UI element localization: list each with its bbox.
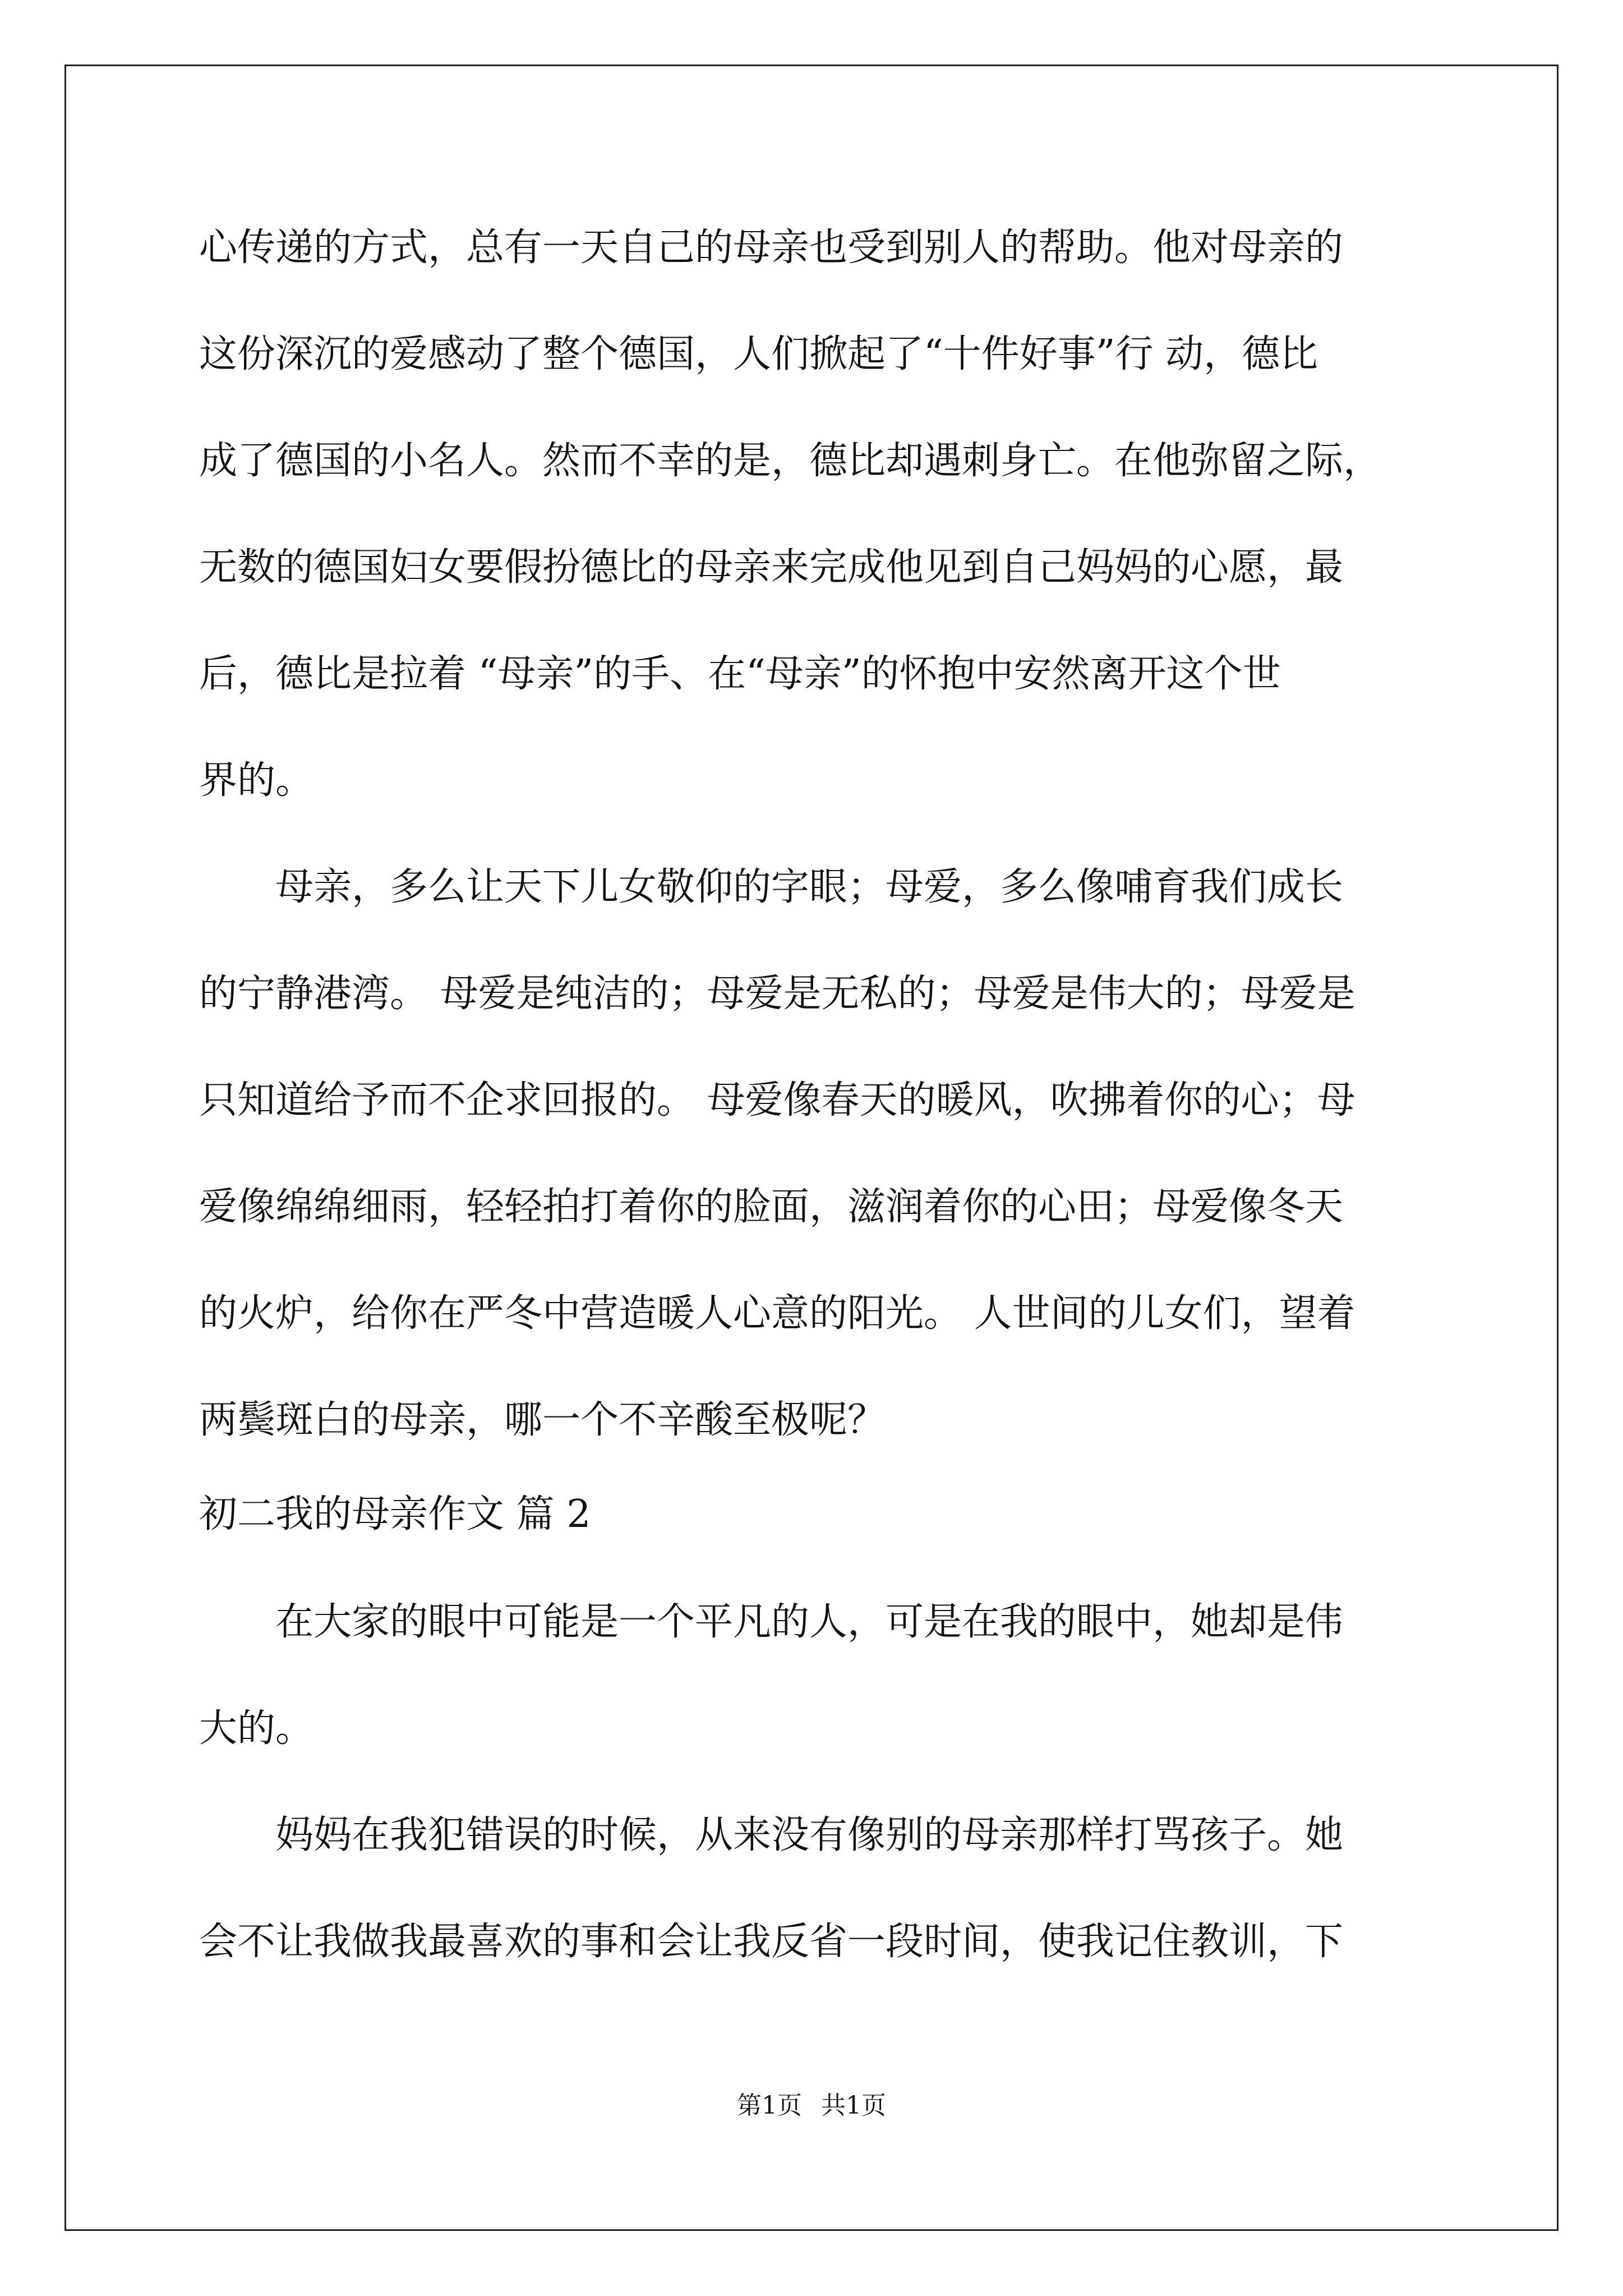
paragraph-line: 大的。 xyxy=(199,1706,314,1751)
page-footer xyxy=(0,2085,1623,2121)
section-heading: 初二我的母亲作文 篇 2 xyxy=(199,1492,591,1536)
page-border xyxy=(64,65,1559,2231)
paragraph-line: 无数的德国妇女要假扮德比的母亲来完成他见到自己妈妈的心愿，最 xyxy=(199,545,1344,590)
paragraph-line: 的宁静港湾。 母爱是纯洁的；母爱是无私的；母爱是伟大的；母爱是 xyxy=(199,972,1355,1016)
paragraph-line: 只知道给予而不企求回报的。 母爱像春天的暖风，吹拂着你的心；母 xyxy=(199,1078,1355,1122)
paragraph-line: 后，德比是拉着 “母亲”的手、在“母亲”的怀抱中安然离开这个世 xyxy=(199,652,1281,696)
paragraph-line: 会不让我做我最喜欢的事和会让我反省一段时间，使我记住教训，下 xyxy=(199,1920,1344,1964)
paragraph-line: 的火炉，给你在严冬中营造暖人心意的阳光。 人世间的儿女们，望着 xyxy=(199,1291,1355,1336)
paragraph-line: 母亲，多么让天下儿女敬仰的字眼；母爱，多么像哺育我们成长 xyxy=(199,865,1344,909)
paragraph-line: 妈妈在我犯错误的时候，从来没有像别的母亲那样打骂孩子。她 xyxy=(199,1813,1344,1857)
page-number: 第1页 xyxy=(737,2091,802,2120)
paragraph-line: 界的。 xyxy=(199,758,314,803)
paragraph-line: 心传递的方式，总有一天自己的母亲也受到别人的帮助。他对母亲的 xyxy=(199,226,1344,270)
paragraph-line: 这份深沉的爱感动了整个德国，人们掀起了“十件好事”行 动，德比 xyxy=(199,332,1318,376)
paragraph-line: 在大家的眼中可能是一个平凡的人，可是在我的眼中，她却是伟 xyxy=(199,1600,1344,1644)
paragraph-line: 两鬓斑白的母亲，哪一个不辛酸至极呢？ xyxy=(199,1398,886,1442)
page-total: 共1页 xyxy=(821,2091,886,2120)
paragraph-line: 成了德国的小名人。然而不幸的是，德比却遇刺身亡。在他弥留之际， xyxy=(199,439,1382,483)
paragraph-line: 爱像绵绵细雨，轻轻拍打着你的脸面，滋润着你的心田；母爱像冬天 xyxy=(199,1185,1344,1229)
